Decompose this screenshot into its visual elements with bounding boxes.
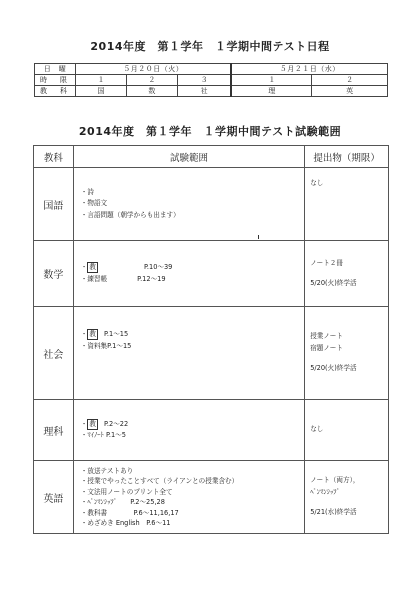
range-line: ・ﾍﾟﾝﾏﾝｼｯﾌﾟ P.2～25,28 <box>80 498 165 506</box>
range-line: ・ 教 P.10～39 <box>81 262 304 274</box>
range-line: ・ 教 P.1～15 <box>81 329 304 341</box>
row-label-date: 日 曜 <box>35 64 76 75</box>
subject-name: 英語 <box>34 461 74 534</box>
submit-content <box>305 168 389 241</box>
range-content <box>73 168 304 241</box>
submit-line: 5/21(水)終学活 <box>310 508 357 517</box>
page-range: P.2～22 <box>103 419 129 428</box>
table-row <box>34 461 389 534</box>
range-line: ・物語文 <box>80 199 108 208</box>
range-content <box>73 307 304 400</box>
subject-name: 数学 <box>34 241 74 307</box>
range-line: ・資料集P.1～15 <box>80 341 132 350</box>
textbook-box: 教 <box>89 419 96 428</box>
submit-line: 宿題ノート <box>310 343 343 352</box>
range-text: ・練習帳 <box>80 274 108 283</box>
table-row <box>34 241 389 307</box>
submit-content <box>305 307 389 400</box>
submit-line: 5/20(火)終学活 <box>310 279 357 287</box>
range-line: ・詩 <box>80 187 94 196</box>
submit-line: ノート（両方）， <box>310 476 360 485</box>
subject-name: 理科 <box>34 400 74 461</box>
page-range: P.12～19 <box>137 274 166 283</box>
period-cell: ３ <box>177 75 231 86</box>
range-line <box>81 274 304 286</box>
header-content: 試験範囲 <box>73 146 304 168</box>
range-content <box>73 241 304 307</box>
day2-date: ５月２１日（水） <box>231 64 387 75</box>
textbook-box: 教 <box>89 330 96 338</box>
subject-cell: 英 <box>312 86 388 97</box>
schedule-table <box>34 63 388 97</box>
exam-range-table <box>33 145 389 534</box>
range-line: ・言語問題（朝学からも出ます） <box>80 210 180 219</box>
range-content <box>73 461 304 534</box>
textbook-box: 教 <box>89 263 96 271</box>
subject-cell: 社 <box>177 86 231 97</box>
day1-date: ５月２０日（火） <box>76 64 232 75</box>
submit-content <box>305 400 389 461</box>
range-line: ・教科書 P.6～11,16,17 <box>80 508 179 517</box>
submit-line: なし <box>310 425 324 434</box>
table-row <box>34 168 389 241</box>
schedule-title: 2014年度 第１学年 １学期中間テスト日程 <box>90 40 330 53</box>
row-label-subject: 教 科 <box>35 86 76 97</box>
range-line: ・ 教 P.2～22 <box>81 419 304 431</box>
range-line: ・放送テストあり <box>80 466 134 475</box>
submit-line: 授業ノート <box>310 332 343 341</box>
range-content <box>73 400 304 461</box>
submit-content <box>305 241 389 307</box>
range-line: ・ﾏｲﾉｰﾄ P.1～5 <box>80 431 126 439</box>
range-title: 2014年度 第１学年 １学期中間テスト試験範囲 <box>78 125 342 138</box>
period-cell: １ <box>76 75 127 86</box>
range-line: ・授業でやったことすべて（ライアンとの授業含む） <box>80 477 239 485</box>
submit-line: なし <box>310 179 324 187</box>
subject-name: 国語 <box>34 168 74 241</box>
row-label-period: 時 限 <box>35 75 76 86</box>
submit-line: ノート２冊 <box>310 258 343 267</box>
header-subject: 教科 <box>34 146 74 168</box>
subject-cell: 数 <box>126 86 177 97</box>
subject-cell: 理 <box>231 86 311 97</box>
table-row <box>34 400 389 461</box>
range-line: ・文法用ノートのプリント全て <box>80 487 173 496</box>
subject-name: 社会 <box>34 307 74 400</box>
subject-cell: 国 <box>76 86 127 97</box>
stray-mark <box>258 235 259 239</box>
period-cell: ２ <box>312 75 388 86</box>
table-row <box>34 307 389 400</box>
period-cell: １ <box>231 75 311 86</box>
page-range: P.1～15 <box>103 330 129 338</box>
submit-line: 5/20(火)終学活 <box>310 364 357 373</box>
period-cell: ２ <box>126 75 177 86</box>
submit-content <box>305 461 389 534</box>
submit-line: ﾍﾟﾝﾏﾝｼｯﾌﾟ <box>310 487 340 496</box>
range-line: ・めざめき English P.6～11 <box>80 519 171 527</box>
header-submit: 提出物（期限） <box>305 146 389 168</box>
page-range: P.10～39 <box>143 263 173 271</box>
